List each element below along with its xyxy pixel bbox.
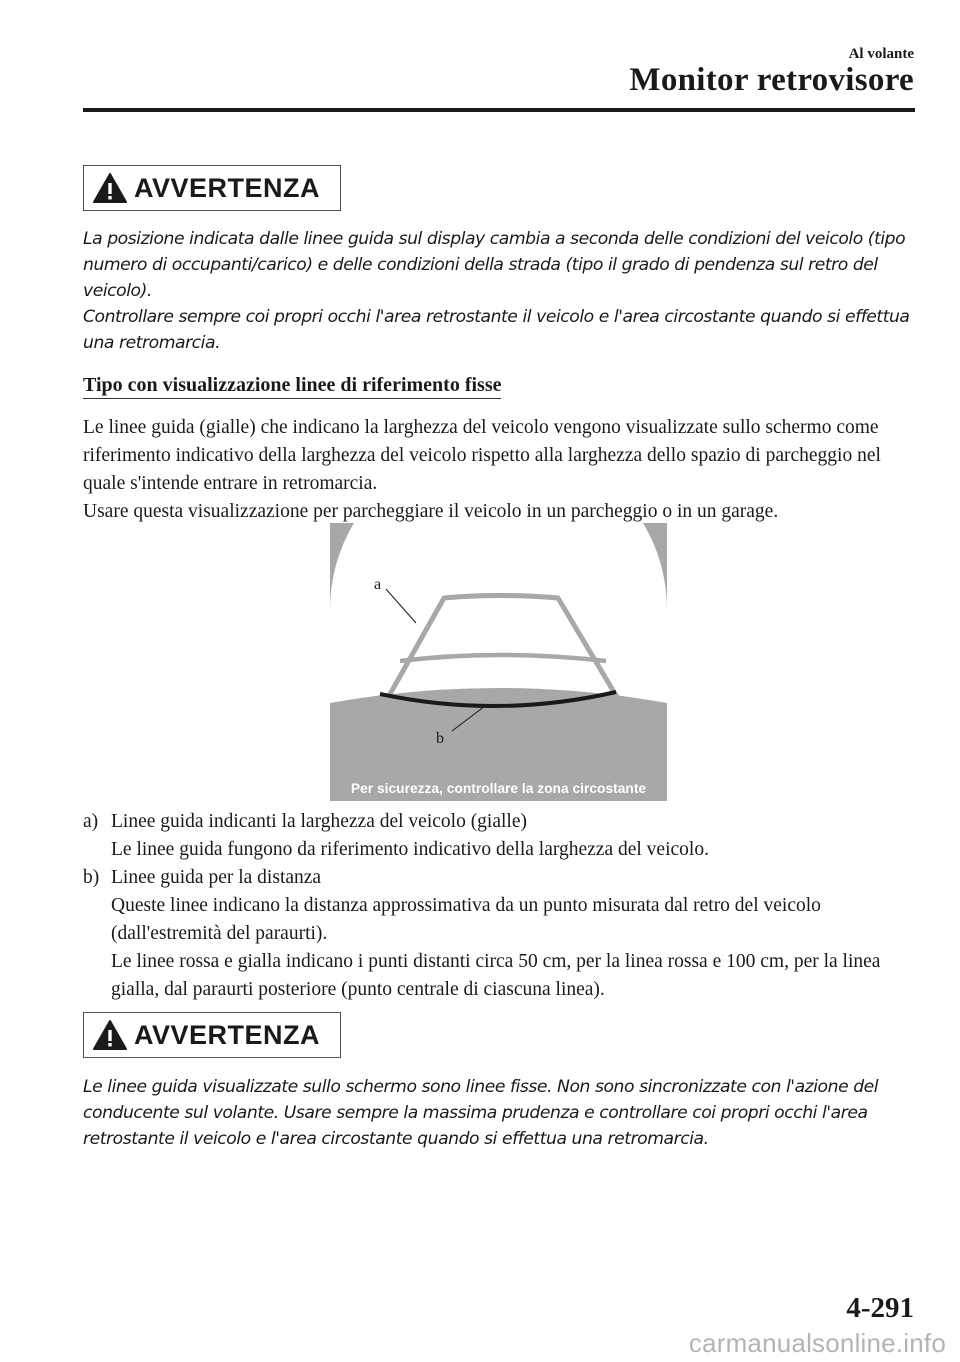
subsection-body [83, 414, 923, 526]
legend-label: a) [83, 811, 99, 832]
body-paragraph: Le linee guida (gialle) che indicano la larghezza del veicolo vengono visualizzate sullo schermo come riferimento indicativo della larghezza del veicolo rispetto alla larghezza dello spazio di parcheggio nel quale s'intende entrare in retromarcia. [83, 417, 881, 494]
warning-triangle-icon [92, 172, 128, 204]
warning-label: AVVERTENZA [134, 172, 321, 203]
legend-item-b [83, 864, 923, 1004]
warning-label: AVVERTENZA [134, 1019, 321, 1050]
warning-box-2 [83, 1012, 341, 1058]
warning-paragraph: Controllare sempre coi propri occhi l'area retrostante il veicolo e l'area circostante quando si effettua una retromarcia. [83, 307, 910, 353]
watermark: carmanualsonline.info [688, 1328, 946, 1358]
camera-view-area [330, 523, 667, 703]
legend-line: Le linee rossa e gialla indicano i punti distanti circa 50 cm, per la linea rossa e 100 cm, per la linea gialla, dal paraurti posteriore (punto centrale di ciascuna linea). [111, 951, 881, 1000]
warning-box-1 [83, 165, 341, 211]
warning-paragraph: Le linee guida visualizzate sullo schermo sono linee fisse. Non sono sincronizzate con l'azione del conducente sul volante. Usare sempre la massima prudenza e controllare coi propri occhi l'area retrostante il veicolo e l'area circostante quando si effettua una retromarcia. [83, 1077, 879, 1149]
rear-camera-diagram [330, 523, 667, 801]
legend-line: Le linee guida fungono da riferimento indicativo della larghezza del veicolo. [111, 839, 709, 860]
body-paragraph: Usare questa visualizzazione per parcheggiare il veicolo in un parcheggio o in un garage. [83, 501, 779, 522]
header-rule [83, 108, 915, 112]
label-b: b [436, 730, 444, 747]
screen-caption: Per sicurezza, controllare la zona circostante [350, 781, 647, 796]
legend-title: Linee guida per la distanza [111, 867, 322, 888]
legend-label: b) [83, 867, 100, 888]
section-label: Al volante [848, 46, 914, 62]
subsection-heading: Tipo con visualizzazione linee di riferimento fisse [83, 374, 501, 399]
label-a: a [374, 576, 382, 593]
legend-line: Queste linee indicano la distanza approssimativa da un punto misurata dal retro del veicolo (dall'estremità del paraurti). [111, 895, 821, 944]
warning-paragraph: La posizione indicata dalle linee guida sul display cambia a seconda delle condizioni del veicolo (tipo numero di occupanti/carico) e delle condizioni della strada (tipo il grado di pendenza sul retro del veicolo). [83, 229, 906, 301]
legend-title: Linee guida indicanti la larghezza del veicolo (gialle) [111, 811, 527, 832]
figure-legend [83, 808, 923, 1004]
page-title: Monitor retrovisore [629, 62, 914, 98]
warning-text-2 [83, 1074, 923, 1152]
warning-triangle-icon [92, 1019, 128, 1051]
warning-text-1 [83, 226, 923, 356]
legend-item-a [83, 808, 923, 864]
page-number: 4-291 [846, 1292, 914, 1324]
